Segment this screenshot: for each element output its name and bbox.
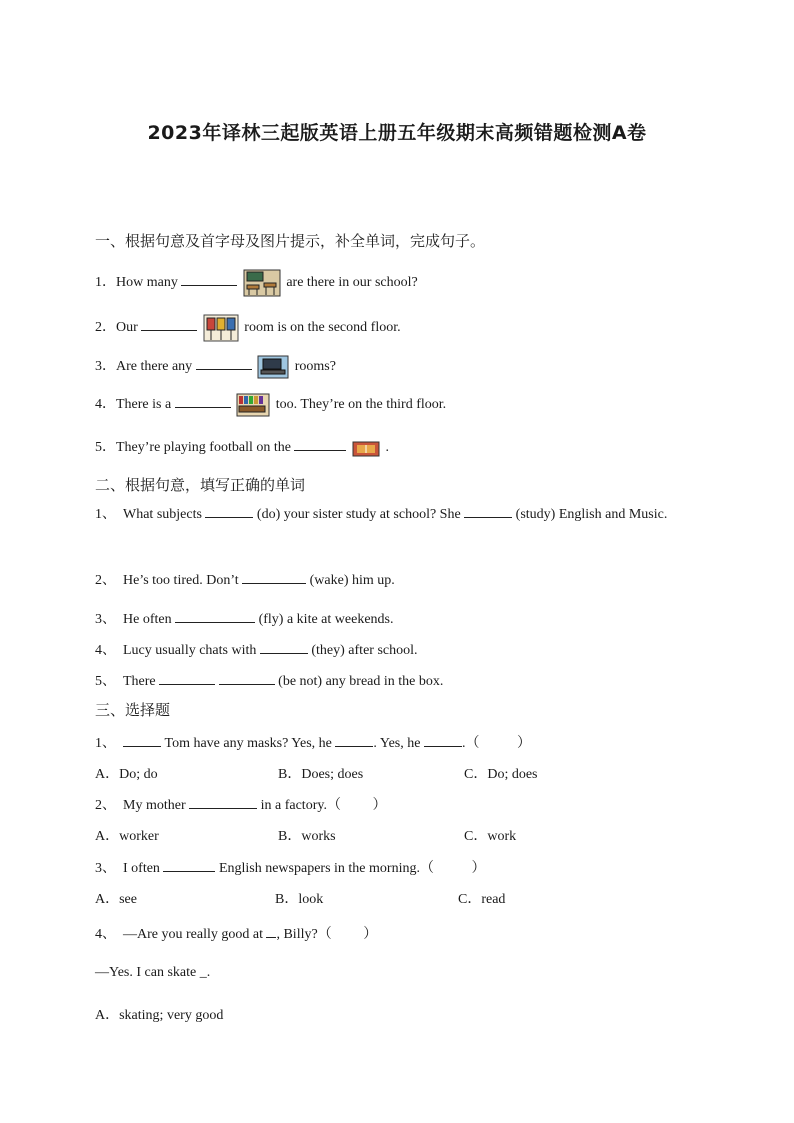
s2-q5: 5、 There (be not) any bread in the box. bbox=[95, 670, 443, 690]
answer-blank[interactable] bbox=[159, 670, 215, 685]
s1-q3: 3．Are there any rooms? bbox=[95, 354, 336, 380]
answer-blank[interactable] bbox=[196, 355, 252, 370]
section-3-heading: 三、选择题 bbox=[95, 701, 171, 719]
section-2-heading: 二、根据句意，填写正确的单词 bbox=[95, 476, 306, 494]
s3-q1-option-b[interactable]: B．Does; does bbox=[278, 767, 364, 782]
s2-q2: 2、 He’s too tired. Don’t (wake) him up. bbox=[95, 569, 395, 589]
answer-blank[interactable] bbox=[260, 639, 308, 654]
s3-q2-option-a[interactable]: A．worker bbox=[95, 829, 159, 844]
s3-q3-option-c[interactable]: C．read bbox=[458, 892, 506, 907]
s2-q3: 3、 He often (fly) a kite at weekends. bbox=[95, 608, 393, 628]
answer-blank[interactable] bbox=[335, 732, 373, 747]
answer-blank[interactable] bbox=[175, 608, 255, 623]
answer-blank[interactable] bbox=[242, 569, 306, 584]
s3-q4-reply: —Yes. I can skate _. bbox=[95, 965, 211, 980]
answer-blank[interactable] bbox=[205, 503, 253, 518]
s3-q3: 3、 I often English newspapers in the morning.（ ） bbox=[95, 857, 485, 877]
answer-blank[interactable] bbox=[181, 271, 237, 286]
s1-q2: 2．Our room is on the second floor. bbox=[95, 314, 401, 342]
answer-blank[interactable] bbox=[294, 436, 346, 451]
answer-blank[interactable] bbox=[175, 393, 231, 408]
answer-blank[interactable] bbox=[123, 732, 161, 747]
s2-q1: 1、 What subjects (do) your sister study at school? She (study) English and Music. bbox=[95, 500, 695, 530]
s1-q5: 5．They’re playing football on the . bbox=[95, 436, 389, 458]
answer-blank[interactable] bbox=[163, 857, 215, 872]
s3-q4: 4、 —Are you really good at , Billy?（ ） bbox=[95, 923, 377, 943]
answer-blank[interactable] bbox=[141, 316, 197, 331]
answer-blank[interactable] bbox=[219, 670, 275, 685]
section-1-heading: 一、根据句意及首字母及图片提示，补全单词，完成句子。 bbox=[95, 232, 486, 250]
s3-q1-option-a[interactable]: A．Do; do bbox=[95, 767, 158, 782]
answer-blank[interactable] bbox=[189, 794, 257, 809]
classroom-picture-icon bbox=[243, 268, 281, 298]
s1-q4: 4．There is a too. They’re on the third floor. bbox=[95, 393, 446, 417]
s3-q2-option-b[interactable]: B．works bbox=[278, 829, 336, 844]
answer-blank[interactable] bbox=[464, 503, 512, 518]
s1-q1: 1．How many are there in our school? bbox=[95, 268, 418, 298]
s2-q4: 4、 Lucy usually chats with (they) after school. bbox=[95, 639, 418, 659]
answer-blank[interactable] bbox=[266, 923, 276, 938]
s3-q3-option-b[interactable]: B．look bbox=[275, 892, 324, 907]
art-room-picture-icon bbox=[203, 314, 239, 342]
page-title: 2023年译林三起版英语上册五年级期末高频错题检测A卷 bbox=[147, 122, 647, 144]
playground-picture-icon bbox=[352, 438, 380, 458]
library-picture-icon bbox=[236, 393, 270, 417]
s3-q2-option-c[interactable]: C．work bbox=[464, 829, 517, 844]
s3-q1: 1、 Tom have any masks? Yes, he . Yes, he .（ ） bbox=[95, 732, 531, 752]
s3-q4-option-a[interactable]: A．skating; very good bbox=[95, 1008, 224, 1023]
s3-q1-option-c[interactable]: C．Do; does bbox=[464, 767, 538, 782]
s3-q2: 2、 My mother in a factory.（ ） bbox=[95, 794, 386, 814]
answer-blank[interactable] bbox=[424, 732, 462, 747]
s3-q3-option-a[interactable]: A．see bbox=[95, 892, 137, 907]
computer-room-picture-icon bbox=[257, 354, 289, 380]
